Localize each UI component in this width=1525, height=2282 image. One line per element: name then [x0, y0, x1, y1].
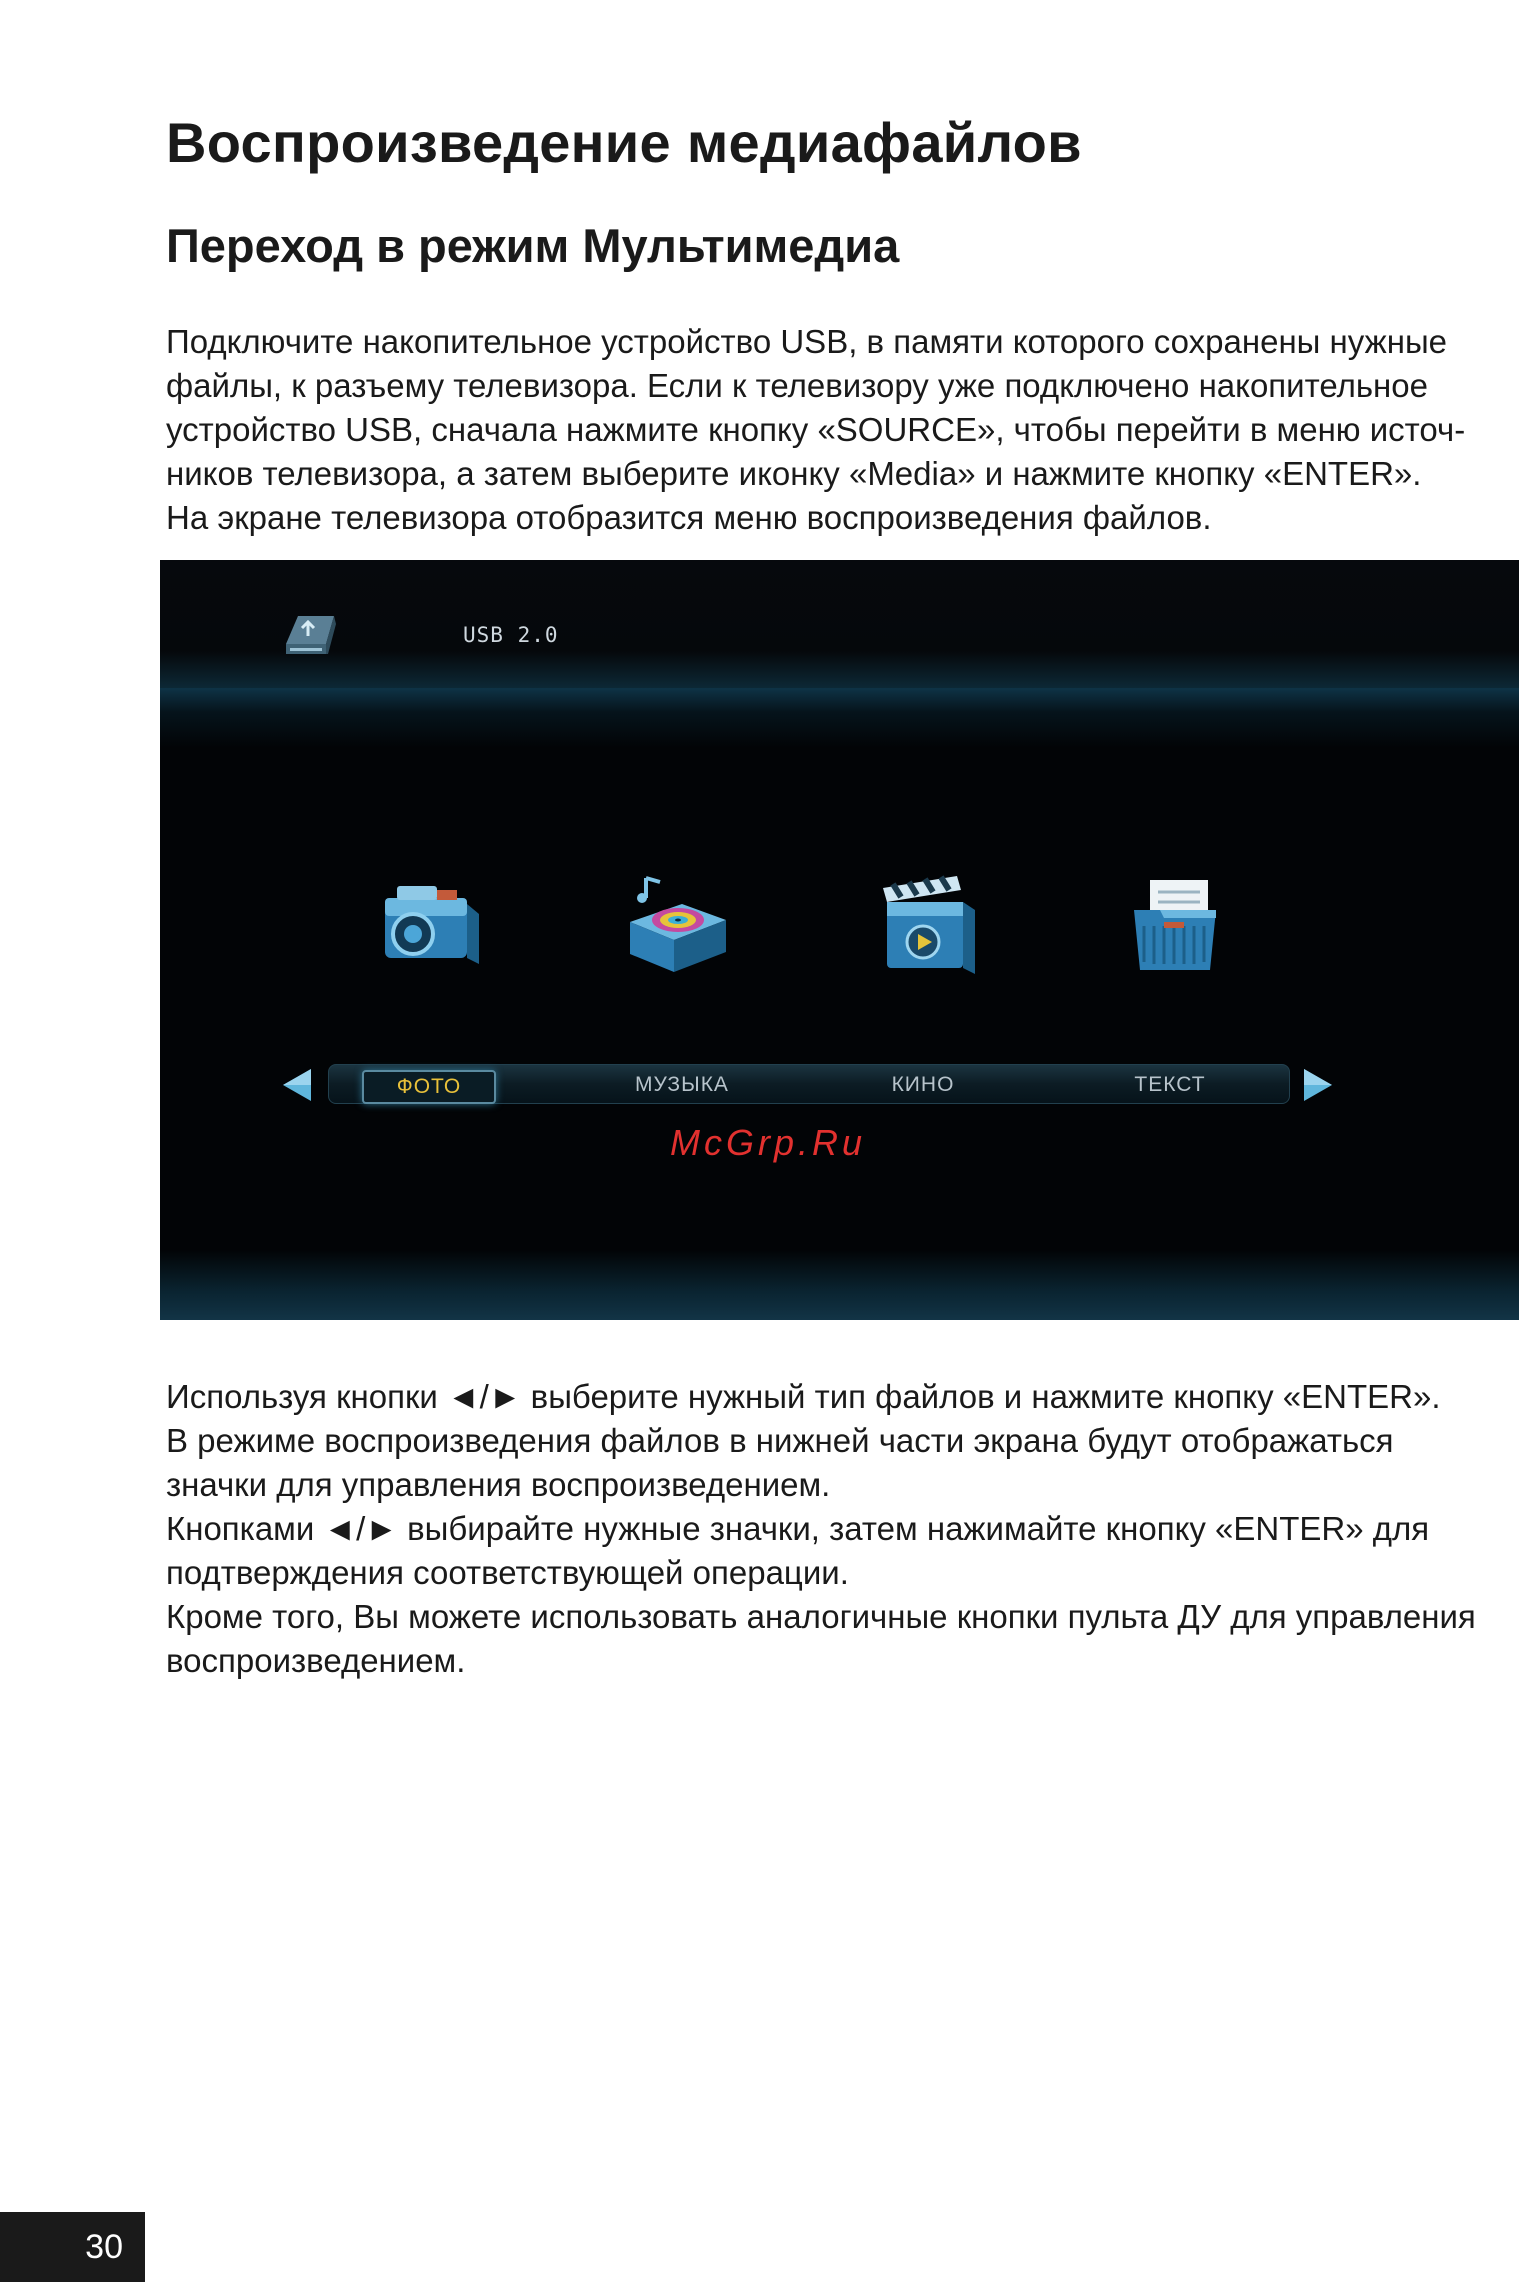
tab-text[interactable]: ТЕКСТ: [1134, 1073, 1206, 1096]
source-label: USB 2.0: [463, 623, 559, 647]
movie-icon[interactable]: [875, 870, 985, 980]
page-title: Воспроизведение медиафайлов: [166, 111, 1082, 174]
intro-line: устройство USB, сначала нажмите кнопку «SOURCE», чтобы перейти в меню источ-: [166, 411, 1466, 448]
usage-line: В режиме воспроизведения файлов в нижней части экрана будут отображаться: [166, 1422, 1394, 1459]
intro-line: На экране телевизора отобразится меню воспроизведения файлов.: [166, 499, 1212, 536]
intro-line: файлы, к разъему телевизора. Если к телевизору уже подключено накопительное: [166, 367, 1428, 404]
music-icon[interactable]: [622, 870, 732, 980]
usage-line: воспроизведением.: [166, 1642, 466, 1679]
section-title: Переход в режим Мультимедиа: [166, 219, 900, 272]
usage-line: Кроме того, Вы можете использовать аналогичные кнопки пульта ДУ для управления: [166, 1598, 1476, 1635]
tab-photo[interactable]: ФОТО: [362, 1070, 496, 1104]
tv-header-band: [160, 560, 1519, 690]
left-arrow-icon[interactable]: [275, 1065, 315, 1105]
watermark: McGrp.Ru: [670, 1122, 867, 1163]
intro-line: ников телевизора, а затем выберите иконку «Media» и нажмите кнопку «ENTER».: [166, 455, 1422, 492]
text-icon[interactable]: [1120, 870, 1230, 980]
tv-header-glow: [160, 688, 1519, 748]
camera-icon[interactable]: [375, 870, 485, 980]
usage-line: значки для управления воспроизведением.: [166, 1466, 831, 1503]
usage-line: Используя кнопки ◄/► выберите нужный тип файлов и нажмите кнопку «ENTER».: [166, 1378, 1441, 1415]
tv-media-screenshot: [160, 560, 1519, 1320]
tab-music[interactable]: МУЗЫКА: [635, 1073, 729, 1096]
page-number: 30: [0, 2212, 145, 2282]
intro-line: Подключите накопительное устройство USB, в памяти которого сохранены нужные: [166, 323, 1448, 360]
tab-movie[interactable]: КИНО: [891, 1073, 955, 1096]
intro-paragraph: [166, 320, 1525, 540]
usage-paragraph: [166, 1375, 1525, 1683]
usage-line: подтверждения соответствующей операции.: [166, 1554, 849, 1591]
right-arrow-icon[interactable]: [1300, 1065, 1340, 1105]
usage-line: Кнопками ◄/► выбирайте нужные значки, затем нажимайте кнопку «ENTER» для: [166, 1510, 1430, 1547]
usb-drive-icon: [278, 610, 340, 658]
tv-footer-glow: [160, 1250, 1519, 1320]
